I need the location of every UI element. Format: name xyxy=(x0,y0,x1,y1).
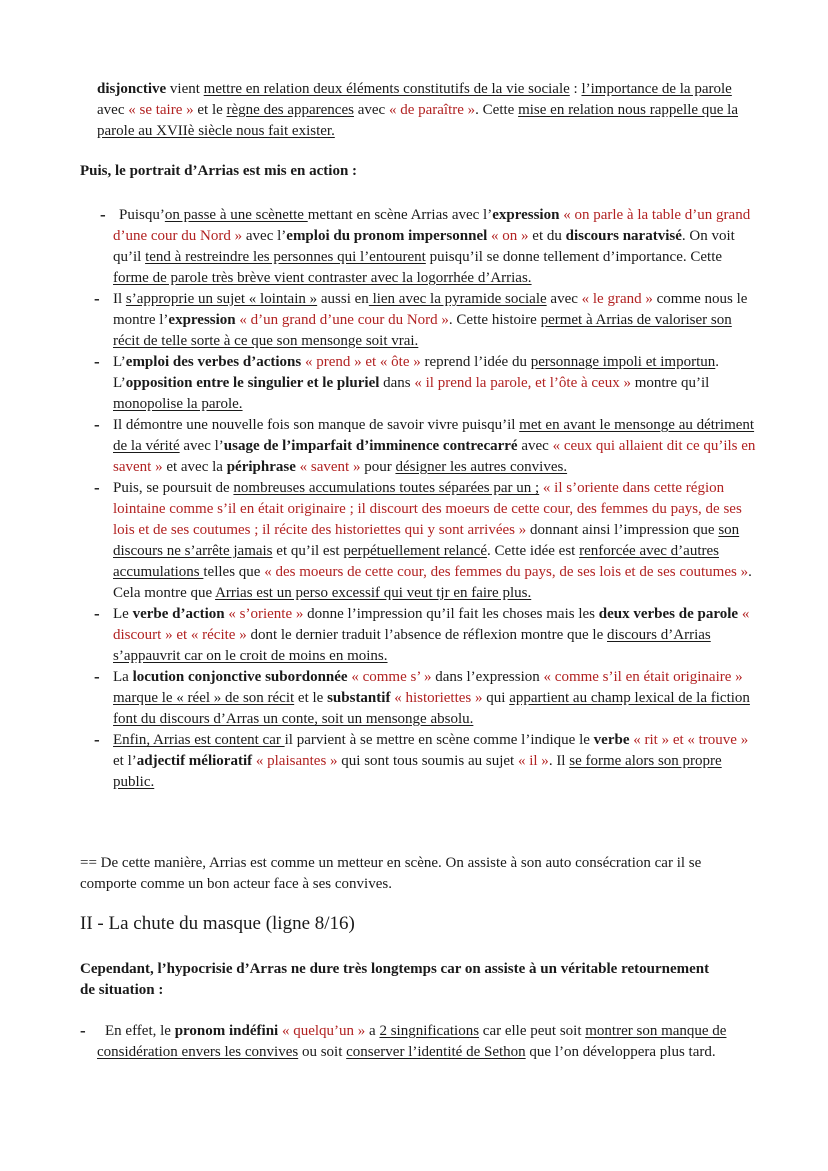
text-run: . Cela montre que xyxy=(113,564,752,601)
quotation: « de paraître » xyxy=(388,102,476,118)
text-run: . Cette xyxy=(475,102,519,118)
bold-term: usage de l’imparfait d’imminence contrecarré xyxy=(223,438,518,454)
text-run: . On voit qu’il xyxy=(113,228,735,265)
text-run: La xyxy=(113,669,133,685)
text-run: vient xyxy=(166,81,204,97)
underlined-text: on passe à une scènette xyxy=(164,207,308,223)
quotation: « il s’oriente dans cette région lointaine comme s’il en était originaire ; il discourt des moeurs de cette cour, des femmes du pays, de ses lois et de ses coutumes ; il récite des historiettes qui y sont arrivées » xyxy=(113,480,742,538)
text-run: dont le dernier traduit l’absence de réflexion montre que le xyxy=(246,627,607,643)
text-run: car elle peut soit xyxy=(479,1023,586,1039)
quotation: « on parle à la table d’un grand d’une cour du Nord » xyxy=(113,207,751,244)
underlined-text: Arrias est un perso excessif qui veut tjr en faire plus. xyxy=(215,585,532,601)
bold-term: verbe d’action xyxy=(132,606,225,622)
text-run: et du xyxy=(528,228,566,244)
text-run: Puisqu’ xyxy=(119,207,165,223)
quotation: « comme s’il en était originaire » xyxy=(543,669,743,685)
conclusion-paragraph: == De cette manière, Arrias est comme un metteur en scène. On assiste à son auto consécration car il se comporte comme un bon acteur face à ses convives. xyxy=(80,855,702,892)
text-run: telles que xyxy=(203,564,265,580)
text-run: Le xyxy=(113,606,133,622)
bold-term: emploi des verbes d’actions xyxy=(125,354,302,370)
text-run: avec xyxy=(546,291,582,307)
text-run: et qu’il est xyxy=(272,543,344,559)
text-run: comme nous le montre l’ xyxy=(113,291,748,328)
underlined-text: l’importance de la parole xyxy=(581,81,732,97)
quotation: « discourt » et « récite » xyxy=(113,606,750,643)
text-run: ou soit xyxy=(298,1044,347,1060)
text-run: et le xyxy=(294,690,328,706)
quotation: « se taire » xyxy=(128,102,194,118)
underlined-text: s’approprie un sujet « lointain » xyxy=(125,291,318,307)
list-item xyxy=(80,205,760,289)
text-run: dans l’expression xyxy=(431,669,544,685)
underlined-text: 2 singnifications xyxy=(379,1023,480,1039)
quotation: « s’oriente » xyxy=(228,606,304,622)
underlined-text: met en avant le mensonge au détriment de la vérité xyxy=(113,417,755,454)
underlined-text: renforcée avec d’autres accumulations xyxy=(113,543,719,580)
list-item xyxy=(80,415,760,478)
quotation: « comme s’ » xyxy=(351,669,432,685)
quotation: « rit » et « trouve » xyxy=(633,732,749,748)
bold-term: expression xyxy=(168,312,236,328)
text-run: mettant en scène Arrias avec l’ xyxy=(307,207,493,223)
quotation: « ceux qui allaient dit ce qu’ils en savent » xyxy=(113,438,756,475)
text-run: montre qu’il xyxy=(630,375,710,391)
quotation: « prend » et « ôte » xyxy=(304,354,421,370)
text-run: que l’on développera plus tard. xyxy=(525,1044,716,1060)
bold-term: emploi du pronom impersonnel xyxy=(286,228,488,244)
quotation: « il » xyxy=(517,753,549,769)
underlined-text: perpétuellement relancé xyxy=(343,543,488,559)
bold-term: disjonctive xyxy=(97,81,167,97)
quotation: « d’un grand d’une cour du Nord » xyxy=(239,312,449,328)
text-run: avec xyxy=(353,102,389,118)
underlined-text: lien avec la pyramide sociale xyxy=(368,291,547,307)
text-run: avec l’ xyxy=(242,228,287,244)
text-run: . Il xyxy=(548,753,570,769)
text-run: avec xyxy=(517,438,553,454)
quotation: « plaisantes » xyxy=(255,753,338,769)
underlined-text: mise en relation nous rappelle que la parole au XVIIè siècle nous fait exister. xyxy=(97,102,739,139)
underlined-text: montrer son manque de considération envers les convives xyxy=(97,1023,727,1060)
text-run: Il xyxy=(113,291,126,307)
bold-term: périphrase xyxy=(226,459,296,475)
underlined-text: appartient au champ lexical de la fiction font du discours d’Arras un conte, soit un mensonge absolu. xyxy=(113,690,750,727)
text-run: et le xyxy=(193,102,227,118)
quotation: « historiettes » xyxy=(394,690,483,706)
bold-term: deux verbes de parole xyxy=(598,606,739,622)
text-run: il parvient à se mettre en scène comme l’indique le xyxy=(284,732,594,748)
underlined-text: tend à restreindre les personnes qui l’entourent xyxy=(145,249,426,265)
list-item xyxy=(80,1021,760,1063)
underlined-text: permet à Arrias de valoriser son récit de telle sorte à ce que son mensonge soit vrai. xyxy=(113,312,732,349)
text-run: L’ xyxy=(113,354,126,370)
bold-term: substantif xyxy=(327,690,391,706)
text-run: aussi en xyxy=(317,291,369,307)
text-run: puisqu’il se donne tellement d’importance. Cette xyxy=(425,249,723,265)
underlined-text: forme de parole très brève vient contraster avec la logorrhée d’Arrias. xyxy=(113,270,532,286)
underlined-text: mettre en relation deux éléments constitutifs de la vie sociale xyxy=(203,81,570,97)
text-run: . Cette histoire xyxy=(448,312,541,328)
quotation: « des moeurs de cette cour, des femmes du pays, de ses lois et de ses coutumes » xyxy=(264,564,749,580)
text-run: : xyxy=(569,81,582,97)
text-run: et avec la xyxy=(162,459,227,475)
quotation: « on » xyxy=(491,228,529,244)
quotation: « il prend la parole, et l’ôte à ceux » xyxy=(414,375,631,391)
text-run: a xyxy=(365,1023,380,1039)
text-run: et l’ xyxy=(113,753,137,769)
text-run: qui sont tous soumis au sujet xyxy=(337,753,518,769)
bold-term: locution conjonctive subordonnée xyxy=(132,669,348,685)
analysis-list xyxy=(80,205,760,793)
section-heading-hypocrisie: Cependant, l’hypocrisie d’Arras ne dure très longtemps car on assiste à un véritable retournement de situation : xyxy=(80,961,710,998)
text-run: donnant ainsi l’impression que xyxy=(526,522,719,538)
bold-term: verbe xyxy=(593,732,630,748)
underlined-text: désigner les autres convives. xyxy=(395,459,568,475)
section-title-chute-du-masque: II - La chute du masque (ligne 8/16) xyxy=(80,913,355,934)
text-run: avec xyxy=(97,102,129,118)
bold-term: discours naratvisé xyxy=(565,228,682,244)
list-item-text xyxy=(97,1023,726,1060)
list-item xyxy=(80,478,760,604)
list-item xyxy=(80,352,760,415)
quotation: « quelqu’un » xyxy=(281,1023,366,1039)
underlined-text: Enfin, Arrias est content car xyxy=(113,732,285,748)
list-item xyxy=(80,667,760,730)
text-run: avec l’ xyxy=(179,438,224,454)
text-run: dans xyxy=(379,375,415,391)
text-run: reprend l’idée du xyxy=(420,354,531,370)
list-item xyxy=(80,730,760,793)
text-run: donne l’impression qu’il fait les choses mais les xyxy=(303,606,599,622)
bold-term: expression xyxy=(492,207,560,223)
analysis-list-2 xyxy=(80,1021,760,1063)
quotation: « savent » xyxy=(299,459,361,475)
bold-term: pronom indéfini xyxy=(174,1023,279,1039)
text-run: . L’ xyxy=(113,354,720,391)
underlined-text: marque le « réel » de son récit xyxy=(113,690,295,706)
text-run: Puis, se poursuit de xyxy=(113,480,234,496)
list-item xyxy=(80,604,760,667)
text-run: En effet, le xyxy=(105,1023,175,1039)
bold-term: opposition entre le singulier et le pluriel xyxy=(125,375,380,391)
text-run: pour xyxy=(360,459,396,475)
underlined-text: nombreuses accumulations toutes séparées par un ; xyxy=(233,480,540,496)
quotation: « le grand » xyxy=(581,291,653,307)
bold-term: adjectif mélioratif xyxy=(136,753,253,769)
underlined-text: son discours ne s’arrête jamais xyxy=(113,522,740,559)
underlined-text: personnage impoli et importun xyxy=(530,354,716,370)
list-item xyxy=(80,289,760,352)
underlined-text: règne des apparences xyxy=(226,102,354,118)
intro-paragraph xyxy=(97,79,757,142)
text-run: . Cette idée est xyxy=(487,543,580,559)
underlined-text: monopolise la parole. xyxy=(113,396,243,412)
section-heading-portrait-action: Puis, le portrait d’Arrias est mis en action : xyxy=(80,163,358,179)
text-run: qui xyxy=(482,690,510,706)
underlined-text: discours d’Arrias s’appauvrit car on le croit de moins en moins. xyxy=(113,627,711,664)
text-run: Il démontre une nouvelle fois son manque de savoir vivre puisqu’il xyxy=(113,417,520,433)
underlined-text: conserver l’identité de Sethon xyxy=(346,1044,526,1060)
underlined-text: se forme alors son propre public. xyxy=(113,753,722,790)
